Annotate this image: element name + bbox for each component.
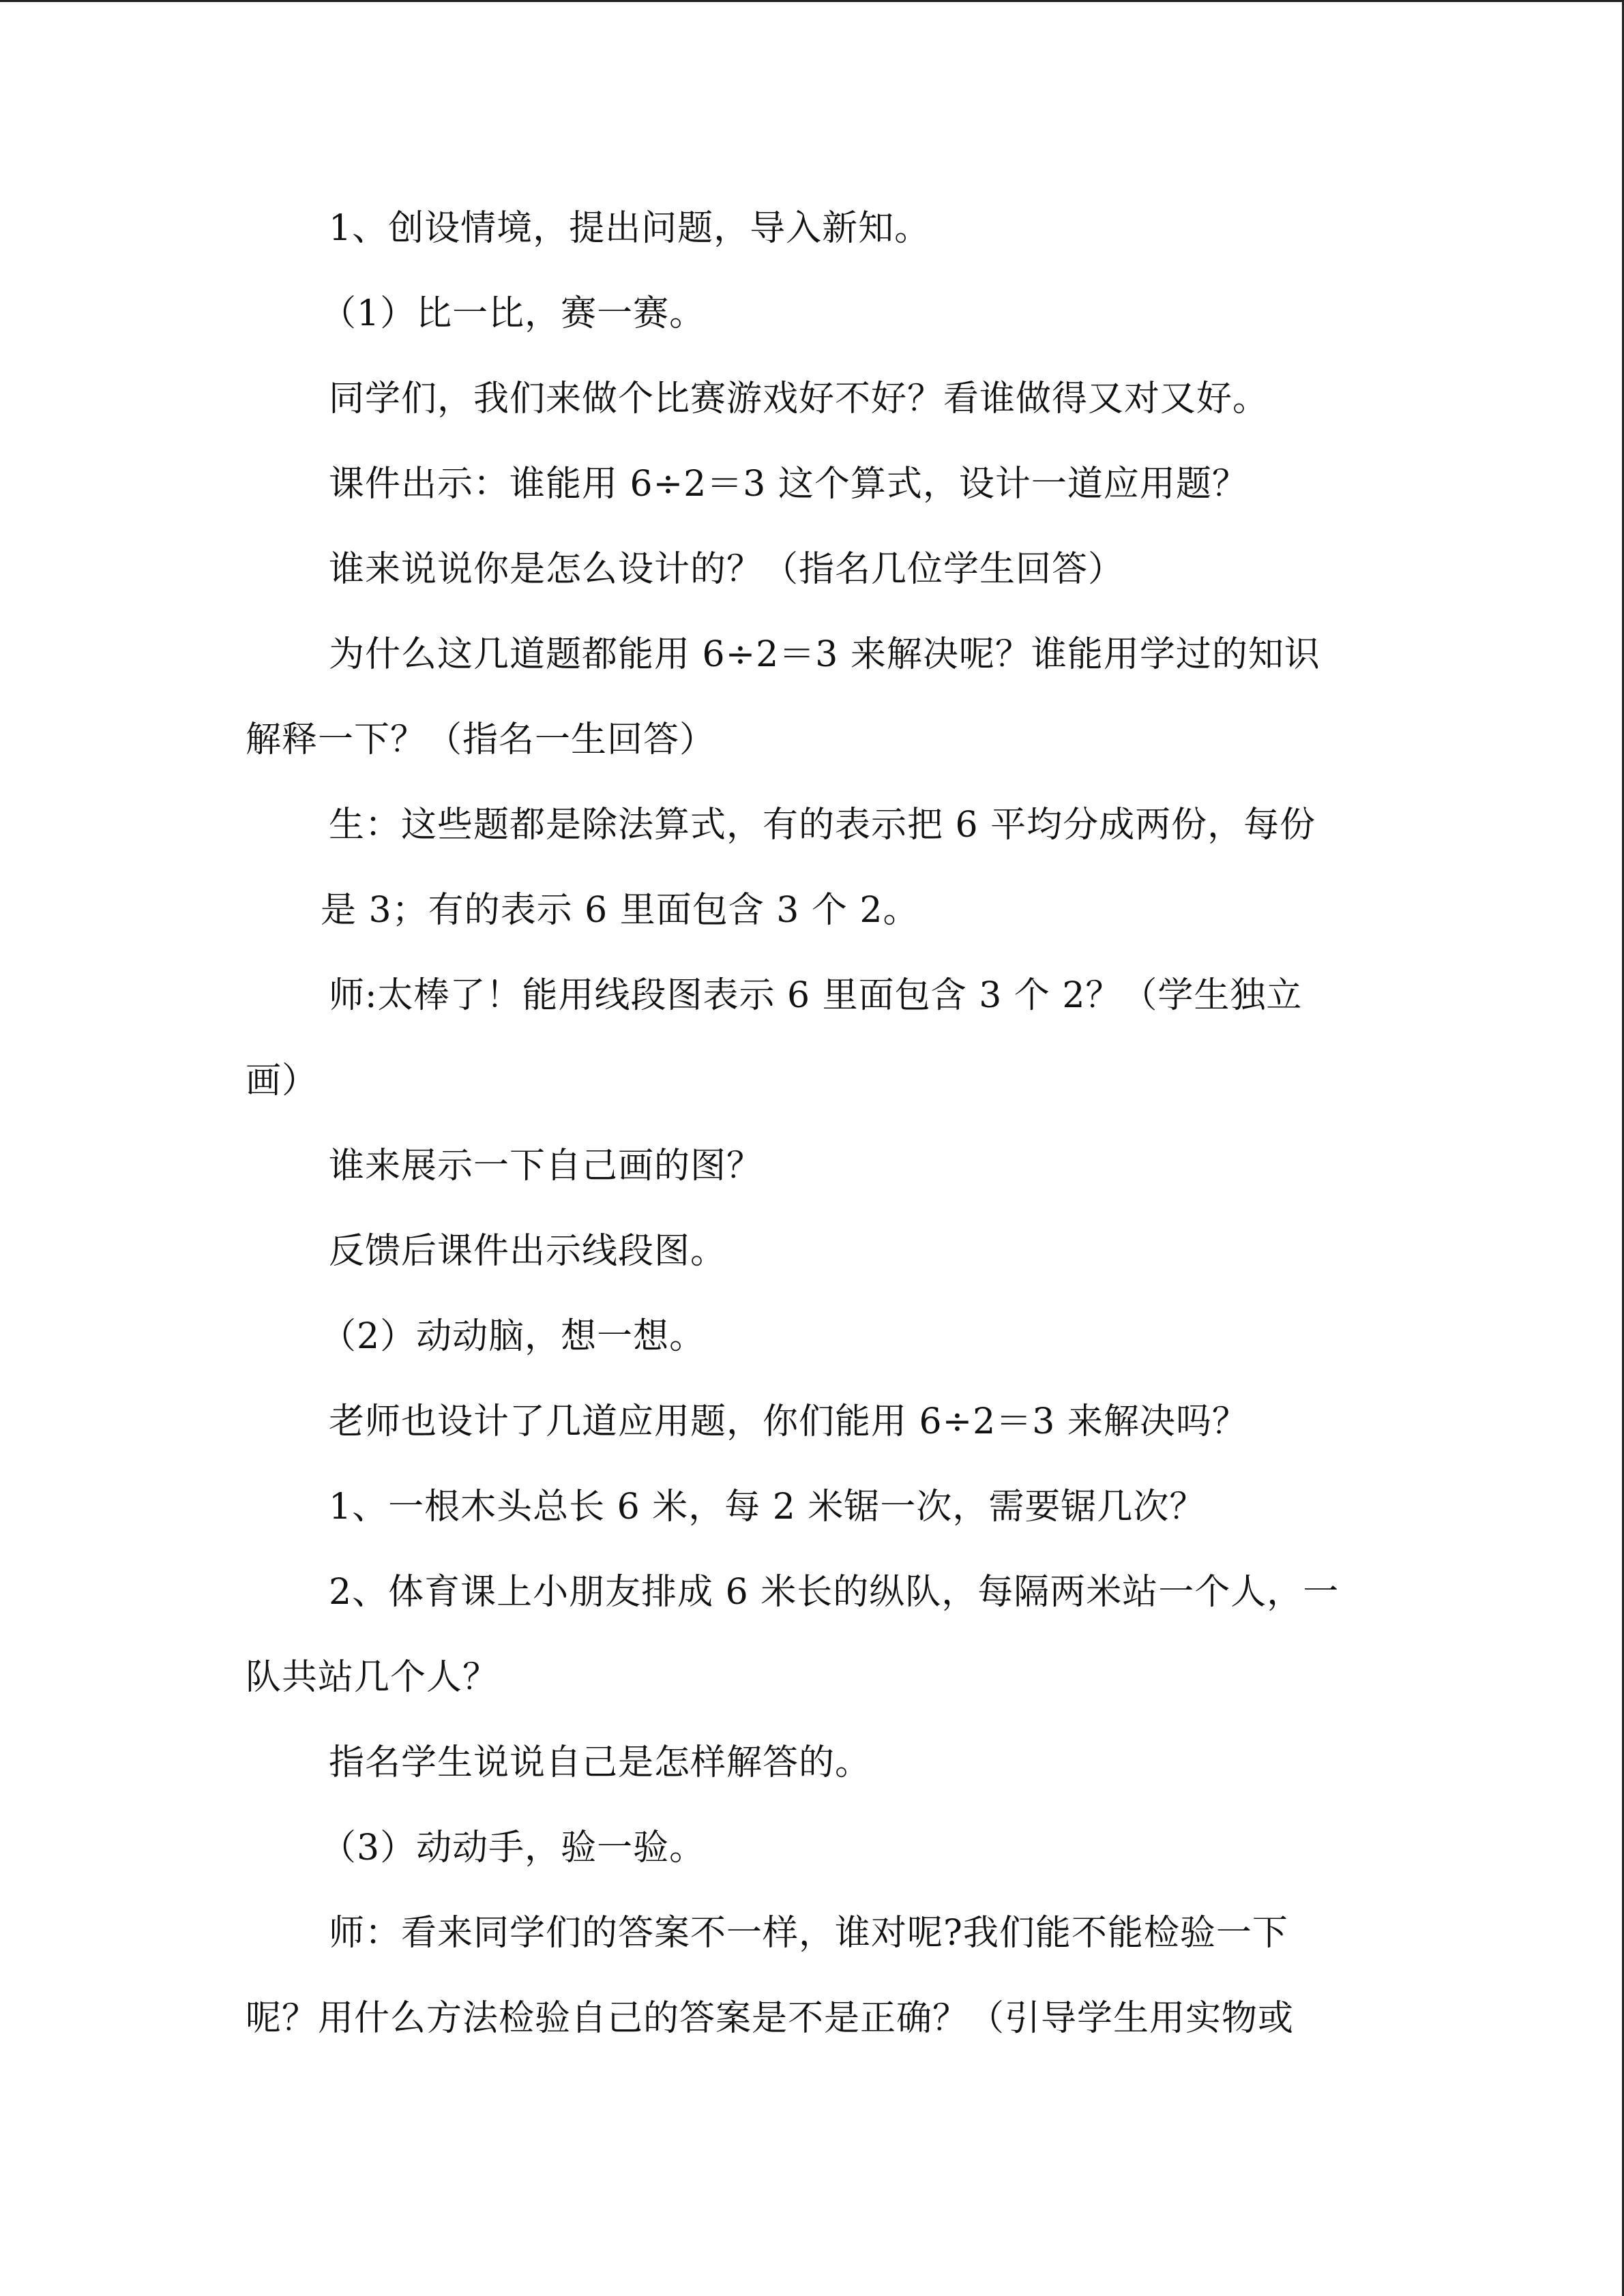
paragraph-line: 谁来说说你是怎么设计的？（指名几位学生回答） <box>329 549 1125 590</box>
paragraph-line: 队共站几个人？ <box>246 1657 499 1698</box>
paragraph-line: 师:太棒了！能用线段图表示 6 里面包含 3 个 2？（学生独立 <box>329 975 1303 1016</box>
paragraph-line: 生：这些题都是除法算式，有的表示把 6 平均分成两份，每份 <box>329 805 1316 846</box>
paragraph-line: 为什么这几道题都能用 6÷2＝3 来解决呢？谁能用学过的知识 <box>329 634 1320 675</box>
paragraph-line: （1）比一比，赛一赛。 <box>321 293 706 334</box>
paragraph-line: 同学们，我们来做个比赛游戏好不好？看谁做得又对又好。 <box>329 378 1269 419</box>
paragraph-line: 解释一下？（指名一生回答） <box>246 719 716 760</box>
paragraph-line: 老师也设计了几道应用题，你们能用 6÷2＝3 来解决吗？ <box>329 1401 1248 1442</box>
paragraph-line: （3）动动手，验一验。 <box>321 1828 706 1868</box>
paragraph-line: 1、一根木头总长 6 米，每 2 米锯一次，需要锯几次？ <box>329 1487 1206 1527</box>
paragraph-line: 画） <box>246 1060 319 1101</box>
paragraph-line: 课件出示：谁能用 6÷2＝3 这个算式，设计一道应用题？ <box>329 464 1248 505</box>
paragraph-line: 是 3；有的表示 6 里面包含 3 个 2。 <box>321 890 919 931</box>
paragraph-line: 反馈后课件出示线段图。 <box>329 1231 727 1272</box>
paragraph-line: 师：看来同学们的答案不一样，谁对呢?我们能不能检验一下 <box>329 1913 1288 1954</box>
paragraph-line: 谁来展示一下自己画的图？ <box>329 1146 763 1187</box>
paragraph-line: 1、创设情境，提出问题，导入新知。 <box>329 208 931 249</box>
paragraph-line: 2、体育课上小朋友排成 6 米长的纵队，每隔两米站一个人，一 <box>329 1572 1340 1613</box>
paragraph-line: 呢？用什么方法检验自己的答案是不是正确？（引导学生用实物或 <box>246 1998 1295 2039</box>
paragraph-line: （2）动动脑，想一想。 <box>321 1316 706 1357</box>
paragraph-line: 指名学生说说自己是怎样解答的。 <box>329 1742 872 1783</box>
